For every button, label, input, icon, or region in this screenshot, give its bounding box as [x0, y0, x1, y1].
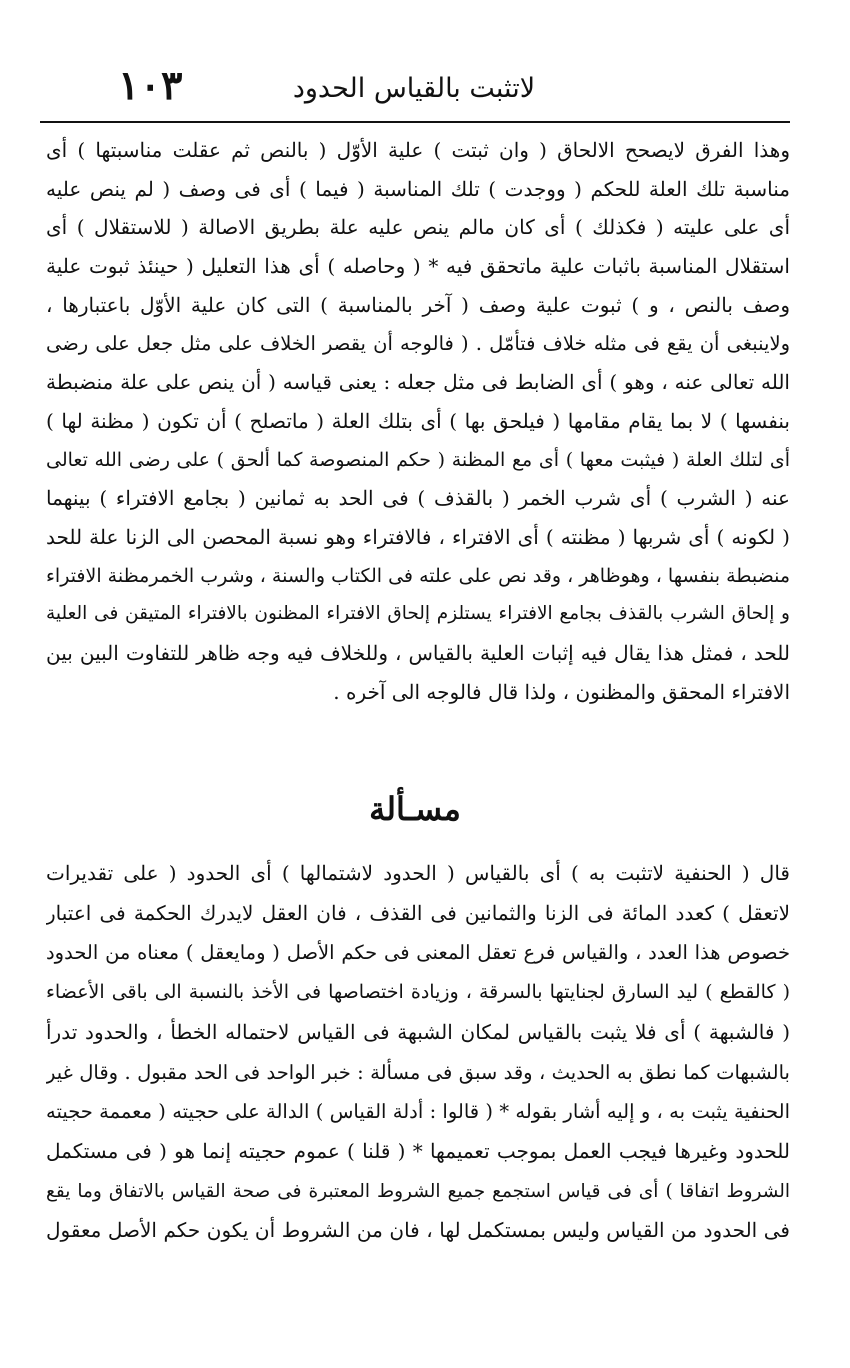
text-line: للحد ، فمثل هذا يقال فيه إثبات العلية بالقياس ، وللخلاف فيه وجه ظاهر للتفاوت البين بين [46, 641, 790, 666]
text-line: الافتراء المحقق والمظنون ، ولذا قال فالوجه الى آخره . [333, 679, 790, 704]
text-line: ( فالشبهة ) أى فلا يثبت بالقياس لمكان الشبهة فى القياس لاحتماله الخطأ ، والحدود تدرأ [46, 1019, 790, 1044]
text-line: ولاينبغى أن يقع فى مثله خلاف فتأمّل . ( فالوجه أن يقصر الخلاف على مثل جعل على رضى [46, 331, 790, 355]
text-line: بالشبهات كما نطق به الحديث ، وقد سبق فى مسألة : خبر الواحد فى الحد مقبول . وقال غير [46, 1060, 790, 1084]
text-line: منضبطة بنفسها ، وهوظاهر ، وقد نص على علته فى الكتاب والسنة ، وشرب الخمرمظنة الافتراء [46, 564, 790, 587]
header-rule [40, 121, 790, 123]
page-number: ١٠٣ [118, 62, 183, 109]
text-line: الشروط اتفاقا ) أى فى قياس استجمع جميع الشروط المعتبرة فى صحة القياس بالاتفاق وما يقع [46, 1180, 790, 1202]
text-line: عنه ( الشرب ) أى شرب الخمر ( بالقذف ) فى الحد به ثمانين ( بجامع الافتراء ) بينهما [46, 486, 790, 511]
text-line: للحدود وغيرها فيجب العمل بموجب تعميمها * ( قلنا ) عموم حجيته إنما هو ( فى مستكمل [46, 1138, 790, 1163]
text-line: الحنفية يثبت به ، و إليه أشار بقوله * ( قالوا : أدلة القياس ) الدالة على حجيته ( معممة حجيته [46, 1100, 790, 1124]
text-line: أى لتلك العلة ( فيثبت معها ) أى مع المظنة ( حكم المنصوصة كما ألحق ) على رضى الله تعالى [46, 448, 790, 471]
text-line: أى على عليته ( فكذلك ) أى كان مالم ينص عليه علة بطريق الاصالة ( للاستقلال ) أى [46, 215, 790, 240]
text-line: مناسبة تلك العلة للحكم ( ووجدت ) تلك المناسبة ( فيما ) أى فى وصف ( لم ينص عليه [46, 176, 790, 201]
text-line: الله تعالى عنه ، وهو ) أى الضابط فى مثل جعله : يعنى قياسه ( أن ينص على علة منضبطة [46, 370, 790, 395]
text-line: فى الحدود من القياس وليس بمستكمل لها ، فان من الشروط أن يكون حكم الأصل معقول [46, 1218, 790, 1243]
text-line: وصف بالنص ، و ) ثبوت علية وصف ( آخر بالمناسبة ) التى كان علية الأوّل باعتبارها ، [46, 292, 790, 317]
text-line: بنفسها ) لا بما يقام مقامها ( فيلحق بها ) أى بتلك العلة ( ماتصلح ) أن تكون ( مظنة لها ) [46, 408, 790, 433]
text-block-commentary [46, 131, 790, 712]
text-line: استقلال المناسبة باثبات علية ماتحقق فيه * ( وحاصله ) أى هذا التعليل ( حينئذ ثبوت علية [46, 254, 790, 279]
text-line: لاتعقل ) كعدد المائة فى الزنا والثمانين فى القذف ، فان العقل لايدرك الحكمة فى اعتبار [46, 900, 790, 925]
text-line: ( كالقطع ) ليد السارق لجنايتها بالسرقة ، وزيادة اختصاصها فى الأخذ بالنسبة الى باقى الأعضاء [46, 981, 790, 1004]
text-line: ( لكونه ) أى شربها ( مظنته ) أى الافتراء ، فالافتراء وهو نسبة المحصن الى الزنا علة للحد [46, 525, 790, 550]
running-title: لاتثبت بالقياس الحدود [292, 72, 536, 104]
text-line: قال ( الحنفية لاتثبت به ) أى بالقياس ( الحدود لاشتمالها ) أى الحدود ( على تقديرات [46, 861, 790, 885]
page-header [40, 58, 788, 118]
text-line: خصوص هذا العدد ، والقياس فرع تعقل المعنى فى حكم الأصل ( ومايعقل ) معناه من الحدود [46, 941, 790, 965]
text-line: و إلحاق الشرب بالقذف بجامع الافتراء يستلزم إلحاق الافتراء المظنون بالافتراء المتيقن فى العلية [46, 603, 790, 625]
text-block-section [46, 854, 790, 1251]
text-line: وهذا الفرق لايصحح الالحاق ( وان ثبتت ) علية الأوّل ( بالنص ثم عقلت مناسبتها ) أى [46, 138, 790, 162]
section-heading: مسـألة [369, 790, 461, 828]
